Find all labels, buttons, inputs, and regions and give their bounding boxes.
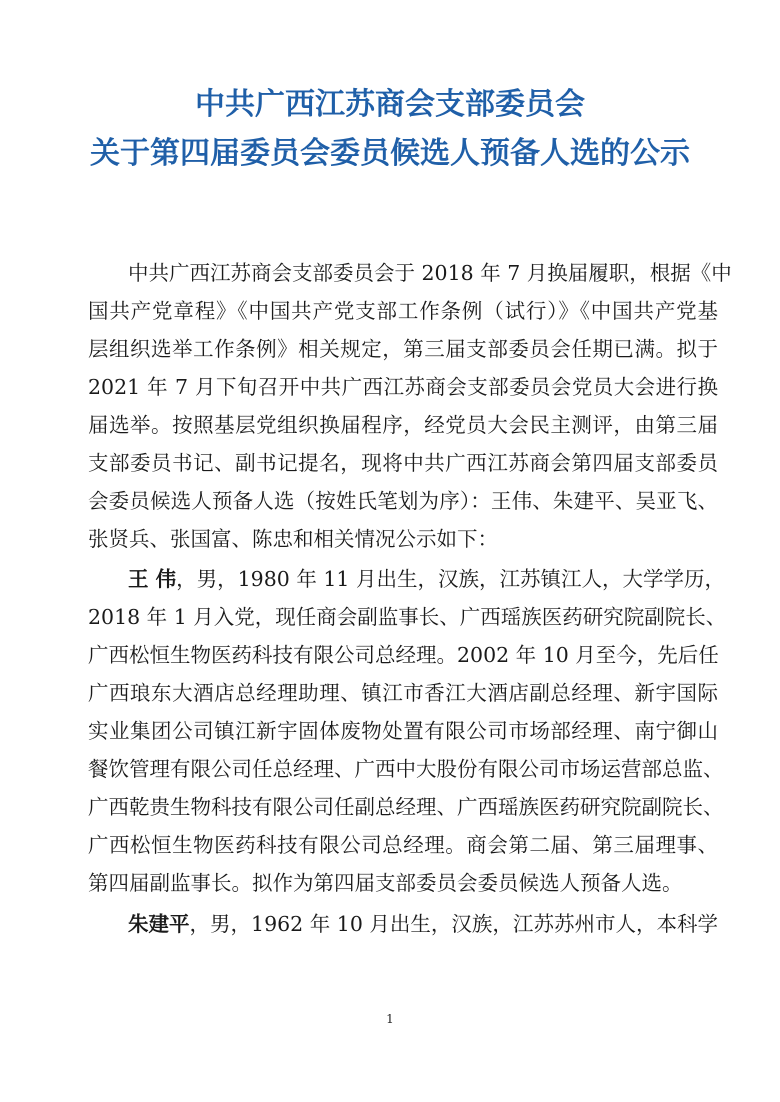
intro-line: 层组织选举工作条例》相关规定，第三届支部委员会任期已满。拟于	[88, 337, 718, 361]
candidate-name: 朱建平	[128, 912, 190, 936]
candidate-line: 餐饮管理有限公司任总经理、广西中大股份有限公司市场运营部总监、	[88, 757, 724, 781]
intro-line: 会委员候选人预备人选（按姓氏笔划为序）：王伟、朱建平、吴亚飞、	[88, 489, 718, 513]
candidate-first-line-text: ，男，1962 年 10 月出生，汉族，江苏苏州市人，本科学	[189, 912, 719, 936]
candidate-line: 实业集团公司镇江新宇固体废物处置有限公司市场部经理、南宁御山	[88, 719, 718, 743]
candidate-line: 广西松恒生物医药科技有限公司总经理。2002 年 10 月至今，先后任	[88, 643, 719, 667]
candidate-line: 广西乾贵生物科技有限公司任副总经理、广西瑶族医药研究院副院长、	[88, 795, 724, 819]
candidate-name: 王 伟	[128, 567, 177, 591]
intro-line: 国共产党章程》《中国共产党支部工作条例（试行）》《中国共产党基	[88, 299, 718, 323]
candidate-paragraph-first-line	[128, 910, 718, 938]
document-title-line-2: 关于第四届委员会委员候选人预备人选的公示	[90, 136, 690, 171]
document-title-line-1: 中共广西江苏商会支部委员会	[195, 87, 585, 122]
intro-line: 2021 年 7 月下旬召开中共广西江苏商会支部委员会党员大会进行换	[88, 375, 718, 399]
candidate-paragraph-first-line	[128, 565, 725, 593]
candidate-line: 2018 年 1 月入党，现任商会副监事长、广西瑶族医药研究院副院长、	[88, 605, 727, 629]
intro-line: 支部委员书记、副书记提名，现将中共广西江苏商会第四届支部委员	[88, 451, 718, 475]
candidate-line: 广西琅东大酒店总经理助理、镇江市香江大酒店副总经理、新宇国际	[88, 681, 718, 705]
candidate-line: 广西松恒生物医药科技有限公司总经理。商会第二届、第三届理事、	[88, 833, 718, 857]
candidate-first-line-text: ，男，1980 年 11 月出生，汉族，江苏镇江人，大学学历，	[176, 567, 725, 591]
intro-line: 中共广西江苏商会支部委员会于 2018 年 7 月换届履职，根据《中	[128, 261, 732, 285]
candidate-line: 第四届副监事长。拟作为第四届支部委员会委员候选人预备人选。	[88, 871, 683, 895]
intro-line: 届选举。按照基层党组织换届程序，经党员大会民主测评，由第三届	[88, 413, 718, 437]
page-number: 1	[386, 1012, 394, 1026]
intro-line: 张贤兵、张国富、陈忠和相关情况公示如下：	[88, 527, 498, 551]
